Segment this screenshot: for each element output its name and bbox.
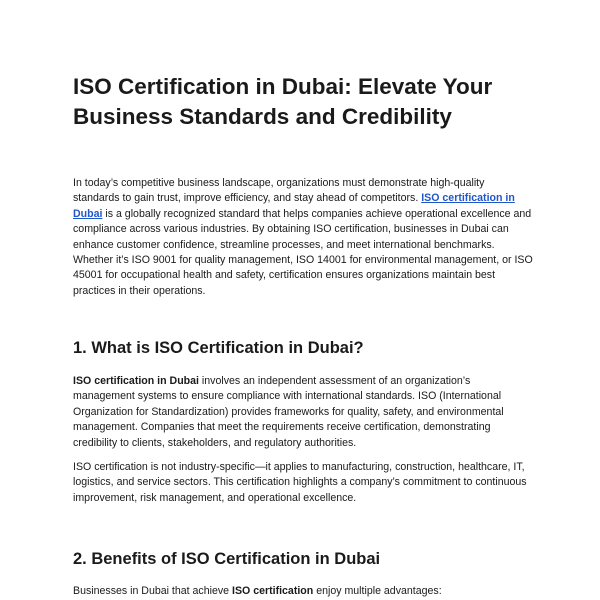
intro-text-start: In today’s competitive business landscape, organizations must demonstrate high-quality standards to gain trust, improve efficiency, and stay ahead of competitors. [73, 177, 485, 205]
section2-p1-start: Businesses in Dubai that achieve [73, 585, 232, 597]
intro-text-end: is a globally recognized standard that helps companies achieve operational excellence and compliance across various industries. By obtaining ISO certification, businesses in Dubai can enhance customer confidence, streamline processes, and meet international benchmarks. Whether it’s ISO 9001 for quality management, ISO 14001 for environmental management, or ISO 45001 for occupational health and safety, certification ensures organizations maintain best practices in their operations. [73, 207, 533, 297]
iso-certification-link[interactable]: ISO certification in Dubai [73, 192, 515, 220]
page-title: ISO Certification in Dubai: Elevate Your Business Standards and Credibility [73, 74, 493, 129]
section1-paragraph-1 [73, 374, 533, 451]
intro-paragraph [73, 176, 533, 299]
section2-bold-term: ISO certification [232, 585, 314, 597]
section1-heading: 1. What is ISO Certification in Dubai? [73, 339, 364, 357]
section1-bold-term: ISO certification in Dubai [73, 375, 199, 387]
section1-p1-text: involves an independent assessment of an organization’s management systems to ensure compliance with international standards. ISO (International Organization for Standardization) provides frameworks for quality, safety, and environmental management. Companies that meet the requirements receive certification, demonstrating credibility to clients, stakeholders, and regulatory authorities. [73, 375, 504, 449]
section2-p1-end: enjoy multiple advantages: [313, 585, 442, 597]
section1-paragraph-2: ISO certification is not industry-specific—it applies to manufacturing, construction, healthcare, IT, logistics, and service sectors. This certification highlights a company’s commitment to continuous improvement, risk management, and operational excellence. [73, 461, 527, 504]
section2-heading: 2. Benefits of ISO Certification in Dubai [73, 550, 381, 568]
section2-paragraph-1 [73, 584, 533, 599]
